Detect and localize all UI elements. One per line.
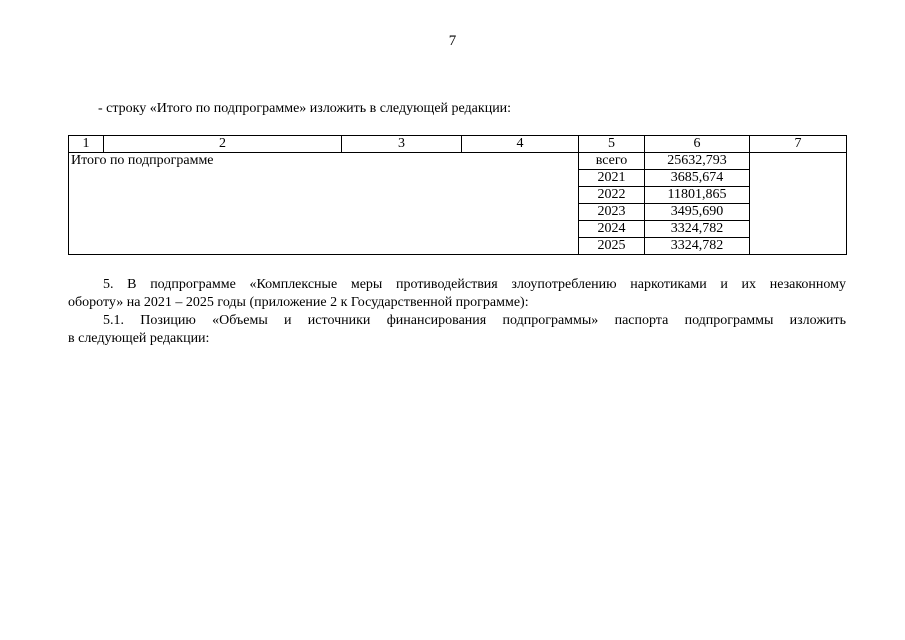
- year-cell: 2024: [579, 221, 645, 238]
- page-number: 7: [448, 33, 457, 49]
- year-cell: 2022: [579, 187, 645, 204]
- amount-cell: 25632,793: [645, 153, 750, 170]
- header-col-6: 6: [645, 136, 750, 153]
- paragraph-5: [68, 276, 846, 312]
- amount-cell: 3324,782: [645, 238, 750, 255]
- amount-cell: 3324,782: [645, 221, 750, 238]
- table-row: [69, 153, 847, 170]
- header-col-5: 5: [579, 136, 645, 153]
- row-label: Итого по подпрограмме: [69, 153, 579, 255]
- header-col-7: 7: [750, 136, 847, 153]
- year-cell: 2023: [579, 204, 645, 221]
- paragraph-5-line-1: 5. В подпрограмме «Комплексные меры противодействия злоупотреблению наркотиками и их незаконному: [103, 277, 846, 292]
- intro-text: - строку «Итого по подпрограмме» изложить в следующей редакции:: [98, 101, 512, 116]
- amount-cell: 3495,690: [645, 204, 750, 221]
- table-header-row: [69, 136, 847, 153]
- col-7-empty-cell: [750, 153, 847, 255]
- financing-table: [68, 135, 847, 255]
- header-col-1: 1: [69, 136, 104, 153]
- year-cell: 2021: [579, 170, 645, 187]
- amount-cell: 3685,674: [645, 170, 750, 187]
- paragraph-5-1: [68, 312, 846, 348]
- paragraph-5-line-2: обороту» на 2021 – 2025 годы (приложение 2 к Государственной программе):: [68, 295, 529, 310]
- year-cell: 2025: [579, 238, 645, 255]
- header-col-3: 3: [342, 136, 462, 153]
- amount-cell: 11801,865: [645, 187, 750, 204]
- paragraph-5-1-line-1: 5.1. Позицию «Объемы и источники финансирования подпрограммы» паспорта подпрограммы изложить: [103, 313, 846, 328]
- header-col-4: 4: [462, 136, 579, 153]
- paragraph-5-1-line-2: в следующей редакции:: [68, 331, 210, 346]
- year-cell: всего: [579, 153, 645, 170]
- header-col-2: 2: [104, 136, 342, 153]
